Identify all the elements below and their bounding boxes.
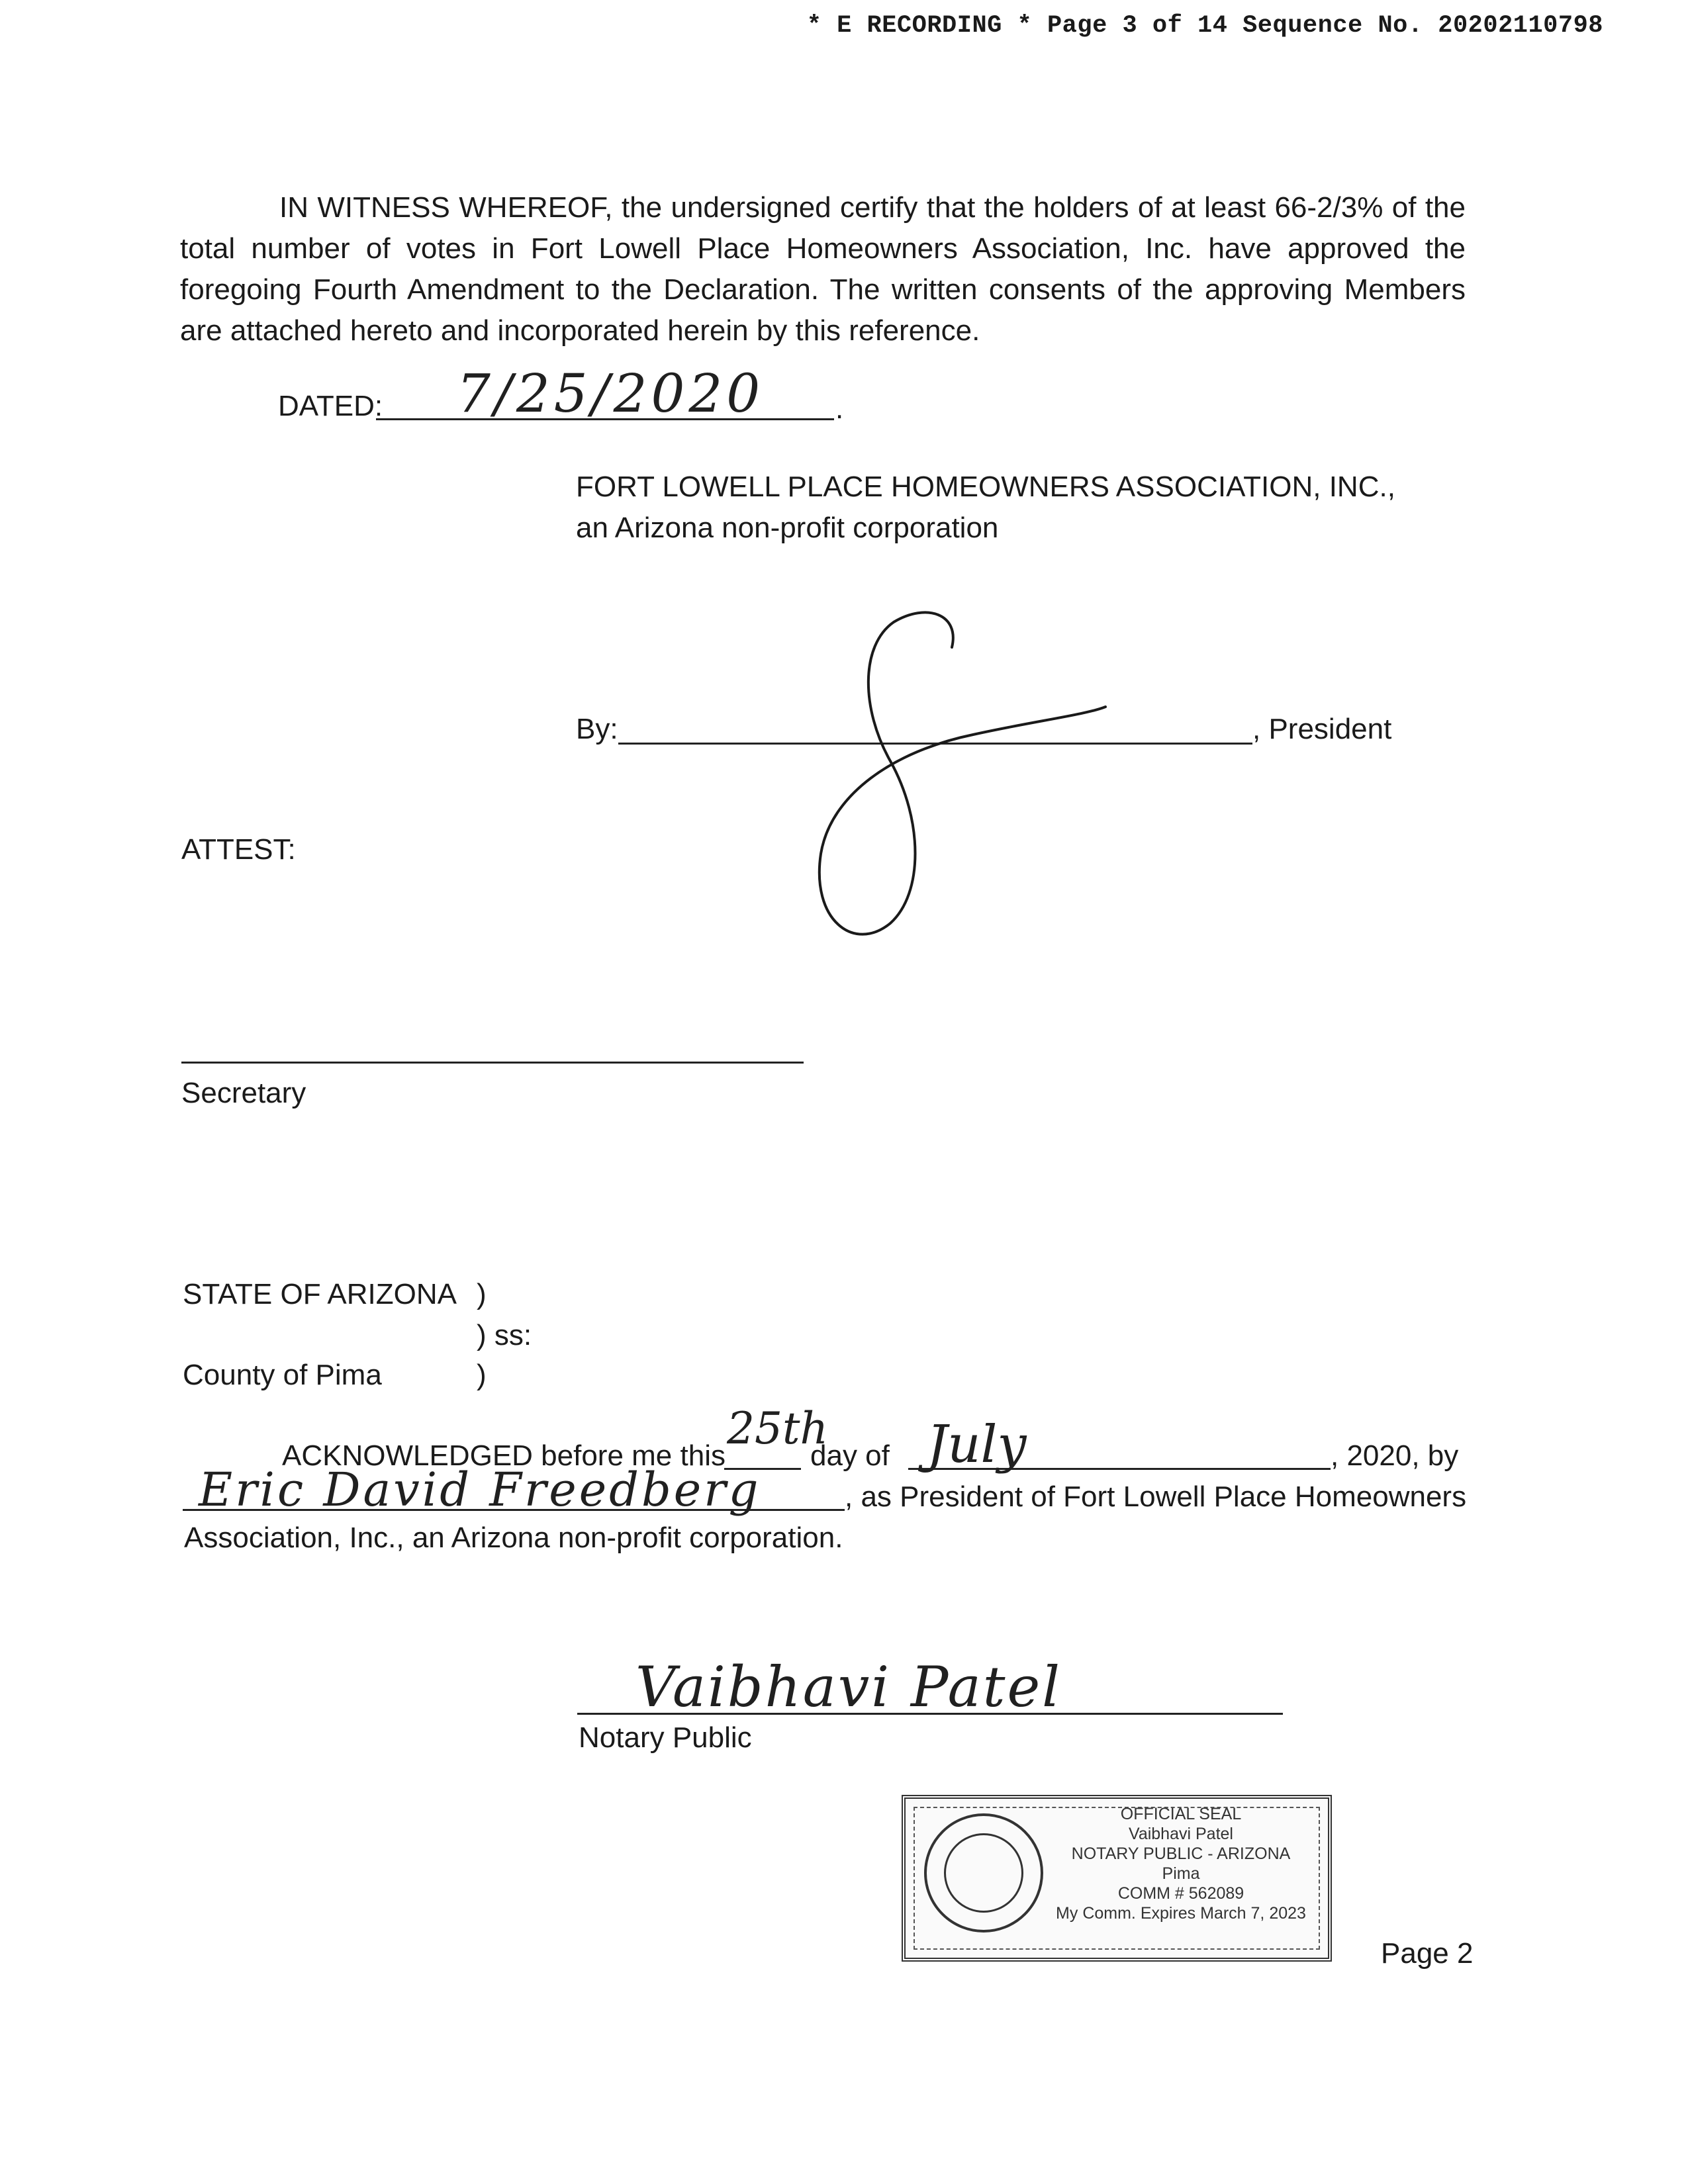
venue-paren-3: ) <box>477 1359 487 1391</box>
ack-prefix: ACKNOWLEDGED before me this <box>282 1439 726 1472</box>
seal-text <box>1038 1804 1324 1923</box>
by-label: By: <box>576 713 618 745</box>
ack-day-handwritten: 25th <box>727 1403 829 1454</box>
witness-paragraph-text: IN WITNESS WHEREOF, the undersigned certify that the holders of at least 66-2/3% of the total number of votes in Fort Lowell Place Homeowners Association, Inc. have approved the foregoing Fourth Amendment to the Declaration. The written consents of the approving Members are attached hereto and incorporated herein by this reference. <box>180 191 1466 347</box>
seal-county: Pima <box>1162 1864 1200 1883</box>
ack-day-of: day of <box>810 1439 890 1472</box>
dated-label: DATED: <box>278 390 383 422</box>
venue-paren-1: ) <box>477 1278 487 1310</box>
handwritten-date: 7/25/2020 <box>457 363 765 424</box>
state-seal-emblem-core <box>944 1833 1023 1913</box>
seal-expires: My Comm. Expires March 7, 2023 <box>1056 1904 1306 1923</box>
secretary-signature-line <box>181 1062 804 1064</box>
organization-descriptor: an Arizona non-profit corporation <box>576 512 999 544</box>
seal-comm: COMM # 562089 <box>1117 1884 1244 1903</box>
venue-state: STATE OF ARIZONA <box>183 1278 457 1310</box>
secretary-label: Secretary <box>181 1077 306 1109</box>
president-title: , President <box>1252 713 1392 745</box>
seal-name: Vaibhavi Patel <box>1129 1825 1233 1843</box>
seal-office: NOTARY PUBLIC - ARIZONA <box>1071 1844 1291 1863</box>
dated-period: . <box>835 392 844 425</box>
ack-as-president: , as President of Fort Lowell Place Homeowners <box>845 1480 1467 1513</box>
venue-ss: ) ss: <box>477 1319 532 1351</box>
venue-county: County of Pima <box>183 1359 382 1391</box>
notary-label: Notary Public <box>579 1721 752 1754</box>
recording-stamp: * E RECORDING * Page 3 of 14 Sequence No. 20202110798 <box>806 12 1603 40</box>
notary-signature: Vaibhavi Patel <box>635 1655 1062 1719</box>
notary-seal <box>902 1795 1332 1962</box>
ack-signer-name: Eric David Freedberg <box>199 1463 761 1517</box>
ack-line-3: Association, Inc., an Arizona non-profit corporation. <box>184 1522 843 1554</box>
organization-name: FORT LOWELL PLACE HOMEOWNERS ASSOCIATION, INC., <box>576 471 1395 503</box>
page-number: Page 2 <box>1381 1937 1474 1970</box>
ack-year-by: , 2020, by <box>1331 1439 1459 1472</box>
ack-month-handwritten: July <box>927 1415 1027 1475</box>
state-seal-emblem <box>924 1813 1043 1933</box>
attest-label: ATTEST: <box>181 833 296 866</box>
seal-title: OFFICIAL SEAL <box>1120 1805 1242 1823</box>
